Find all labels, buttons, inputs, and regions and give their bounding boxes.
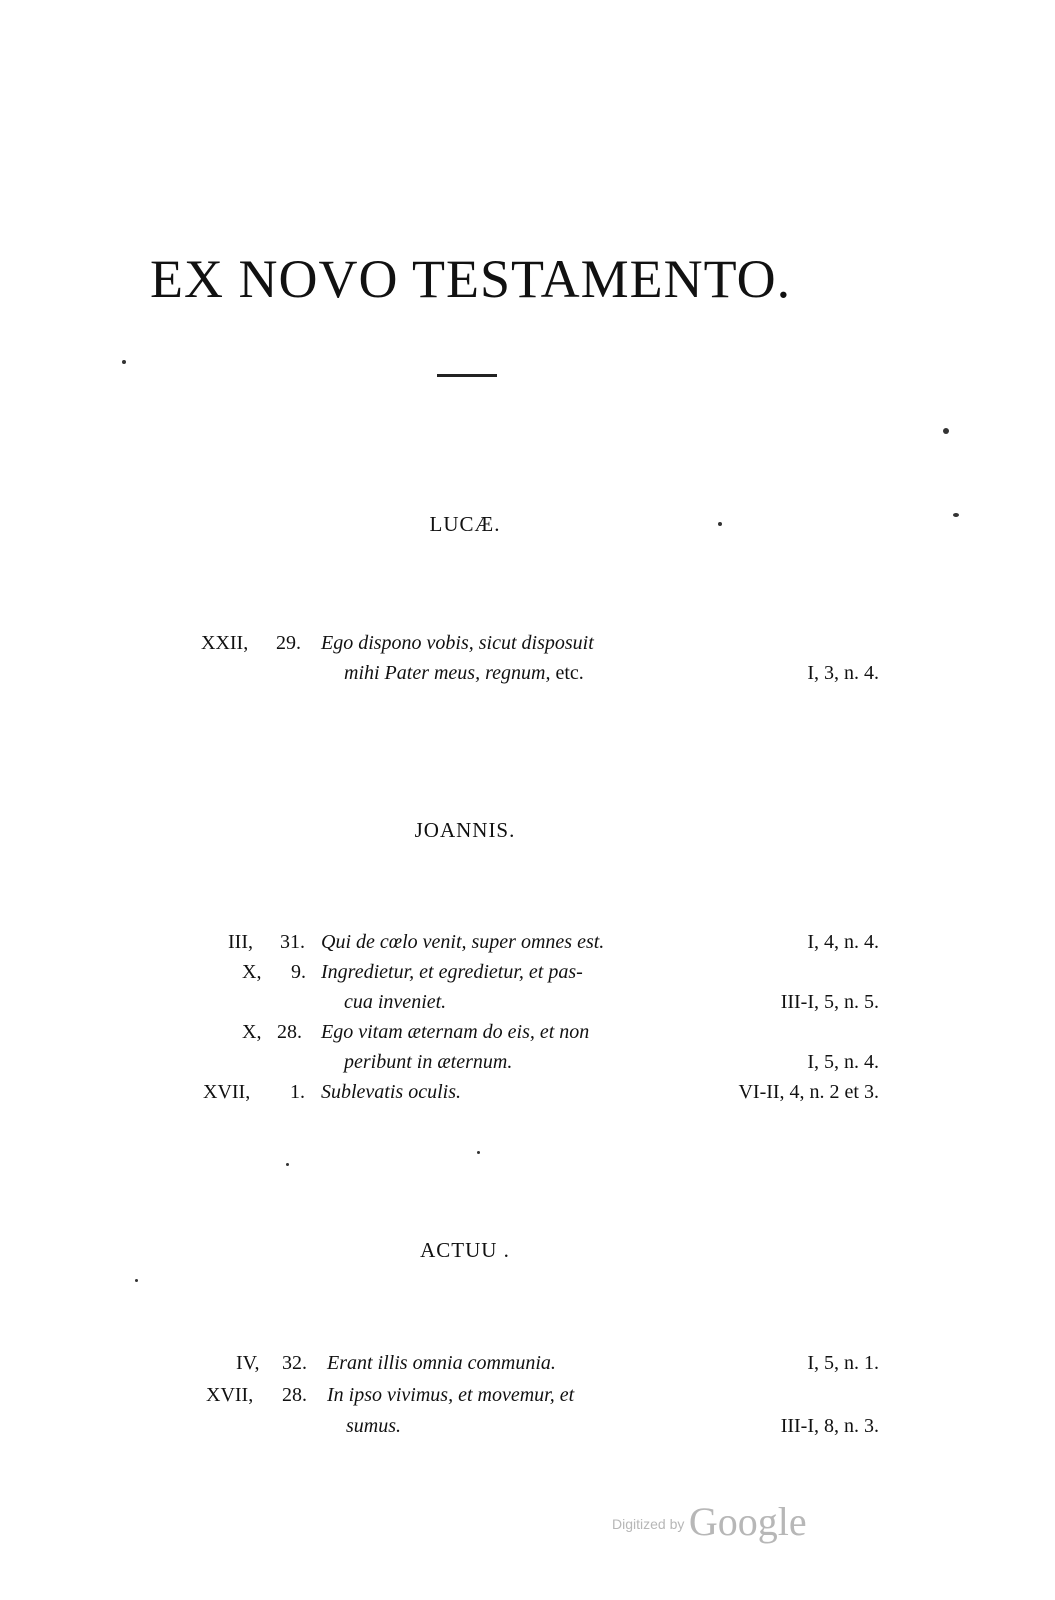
chapter-number: XVII, <box>203 1081 251 1103</box>
scan-speck <box>135 1279 138 1282</box>
citation-text: mihi Pater meus, regnum, <box>344 662 551 684</box>
section-heading-joannis: JOANNIS. <box>414 818 516 842</box>
citation-line: Sublevatis oculis. <box>321 1081 461 1103</box>
chapter-number: III, <box>228 931 253 953</box>
citation-line: Qui de cœlo venit, super omnes est. <box>321 931 605 953</box>
reference: VI-II, 4, n. 2 et 3. <box>738 1081 879 1103</box>
scan-speck <box>286 1163 289 1166</box>
citation-line: peribunt in æternum. <box>344 1051 513 1073</box>
reference: I, 4, n. 4. <box>807 931 879 953</box>
verse-number: 29. <box>276 632 301 654</box>
reference: III-I, 5, n. 5. <box>780 991 879 1013</box>
reference: III-I, 8, n. 3. <box>780 1415 879 1437</box>
watermark-brand: Google <box>688 1499 807 1544</box>
scan-speck <box>953 513 959 517</box>
watermark-prefix: Digitized by <box>612 1516 685 1532</box>
scan-speck <box>943 428 949 434</box>
digitized-watermark <box>612 1498 807 1545</box>
chapter-number: X, <box>242 961 262 983</box>
verse-number: 1. <box>290 1081 305 1103</box>
scan-speck <box>477 1151 480 1154</box>
citation-line: Ego dispono vobis, sicut disposuit <box>321 632 594 654</box>
title-rule <box>437 374 497 377</box>
citation-line: Ego vitam æternam do eis, et non <box>321 1021 590 1043</box>
scan-speck <box>122 360 126 364</box>
verse-number: 32. <box>282 1352 307 1374</box>
citation-suffix: etc. <box>550 662 584 684</box>
verse-number: 31. <box>280 931 305 953</box>
citation-line: Erant illis omnia communia. <box>327 1352 556 1374</box>
verse-number: 9. <box>291 961 306 983</box>
citation-line: In ipso vivimus, et movemur, et <box>327 1384 575 1406</box>
page-title: EX NOVO TESTAMENTO. <box>150 249 792 309</box>
citation-line <box>344 662 584 685</box>
chapter-number: XXII, <box>201 632 249 654</box>
scan-speck <box>718 522 722 526</box>
verse-number: 28. <box>282 1384 307 1406</box>
reference: I, 5, n. 1. <box>807 1352 879 1374</box>
citation-line: Ingredietur, et egredietur, et pas- <box>321 961 583 983</box>
section-heading-actuu: ACTUU . <box>420 1238 510 1262</box>
citation-line: cua inveniet. <box>344 991 447 1013</box>
chapter-number: XVII, <box>206 1384 254 1406</box>
verse-number: 28. <box>277 1021 302 1043</box>
reference: I, 3, n. 4. <box>807 662 879 684</box>
citation-line: sumus. <box>346 1415 402 1437</box>
section-heading-lucae: LUCÆ. <box>429 512 501 536</box>
chapter-number: IV, <box>236 1352 260 1374</box>
chapter-number: X, <box>242 1021 262 1043</box>
reference: I, 5, n. 4. <box>807 1051 879 1073</box>
